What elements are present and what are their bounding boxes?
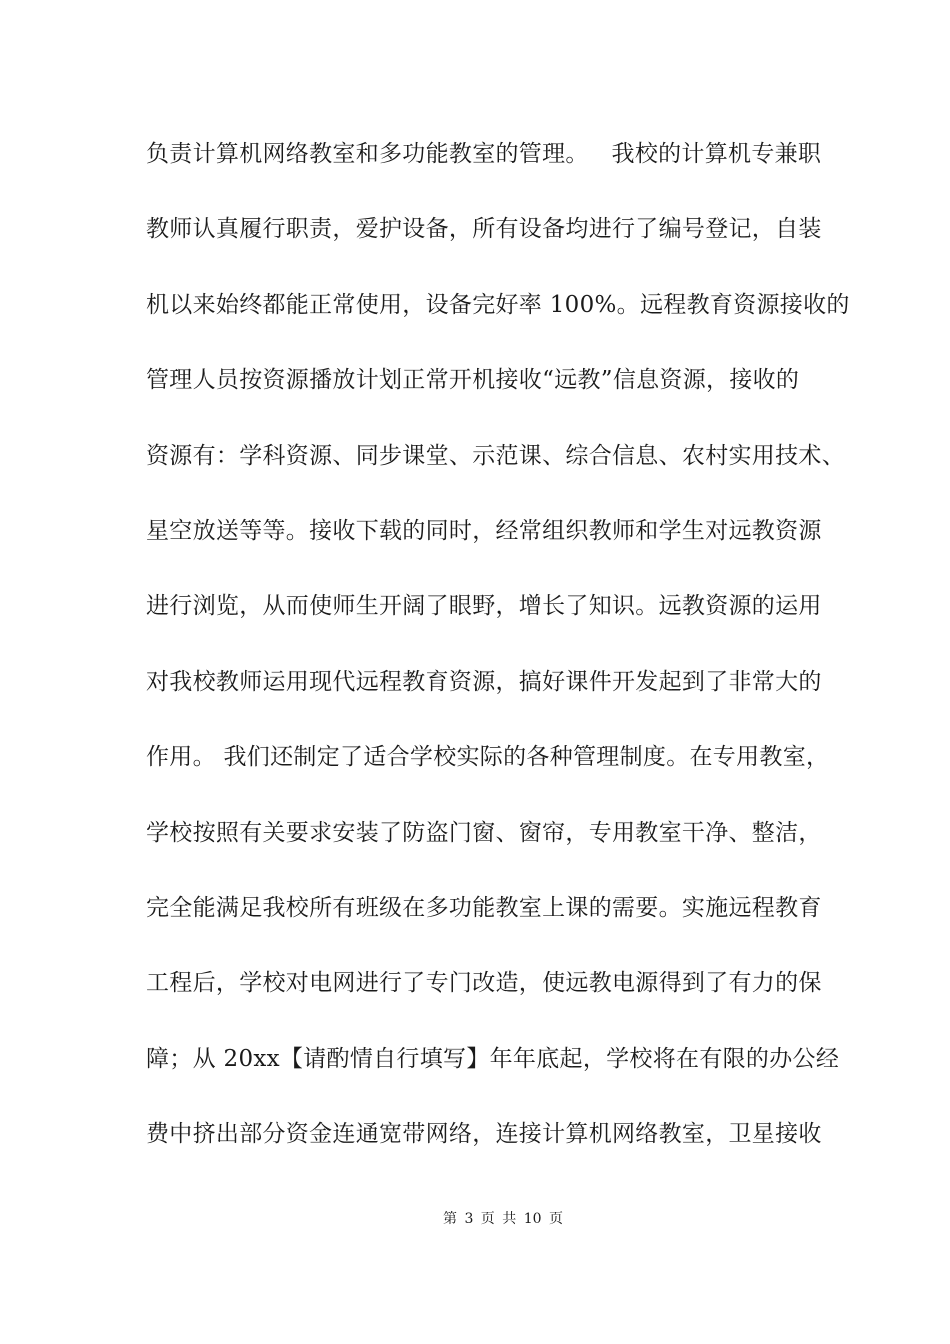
text-line: 工程后，学校对电网进行了专门改造，使远教电源得到了有力的保 bbox=[146, 970, 822, 997]
text-line: 教师认真履行职责，爱护设备，所有设备均进行了编号登记，自装 bbox=[146, 216, 822, 243]
text-line: 学校按照有关要求安装了防盗门窗、窗帘，专用教室干净、整洁， bbox=[146, 819, 822, 846]
text-line: 资源有：学科资源、同步课堂、示范课、综合信息、农村实用技术、 bbox=[146, 442, 845, 469]
text-line: 障；从 20xx【请酌情自行填写】年年底起，学校将在有限的办公经 bbox=[146, 1045, 840, 1072]
body-text bbox=[146, 134, 850, 1189]
text-line: 进行浏览，从而使师生开阔了眼野，增长了知识。远教资源的运用 bbox=[146, 593, 822, 620]
text-line: 作用。 我们还制定了适合学校实际的各种管理制度。在专用教室， bbox=[146, 744, 830, 771]
text-line: 对我校教师运用现代远程教育资源，搞好课件开发起到了非常大的 bbox=[146, 668, 822, 695]
text-line: 负责计算机网络教室和多功能教室的管理。 我校的计算机专兼职 bbox=[146, 141, 822, 167]
text-line: 机以来始终都能正常使用，设备完好率 100%。远程教育资源接收的 bbox=[146, 291, 850, 318]
page-number-footer: 第 3 页 共 10 页 bbox=[443, 1211, 563, 1227]
text-line: 管理人员按资源播放计划正常开机接收“远教”信息资源，接收的 bbox=[146, 367, 800, 394]
text-line: 费中挤出部分资金连通宽带网络，连接计算机网络教室，卫星接收 bbox=[146, 1121, 822, 1148]
text-line: 星空放送等等。接收下载的同时，经常组织教师和学生对远教资源 bbox=[146, 517, 822, 544]
text-line: 完全能满足我校所有班级在多功能教室上课的需要。实施远程教育 bbox=[146, 894, 822, 921]
